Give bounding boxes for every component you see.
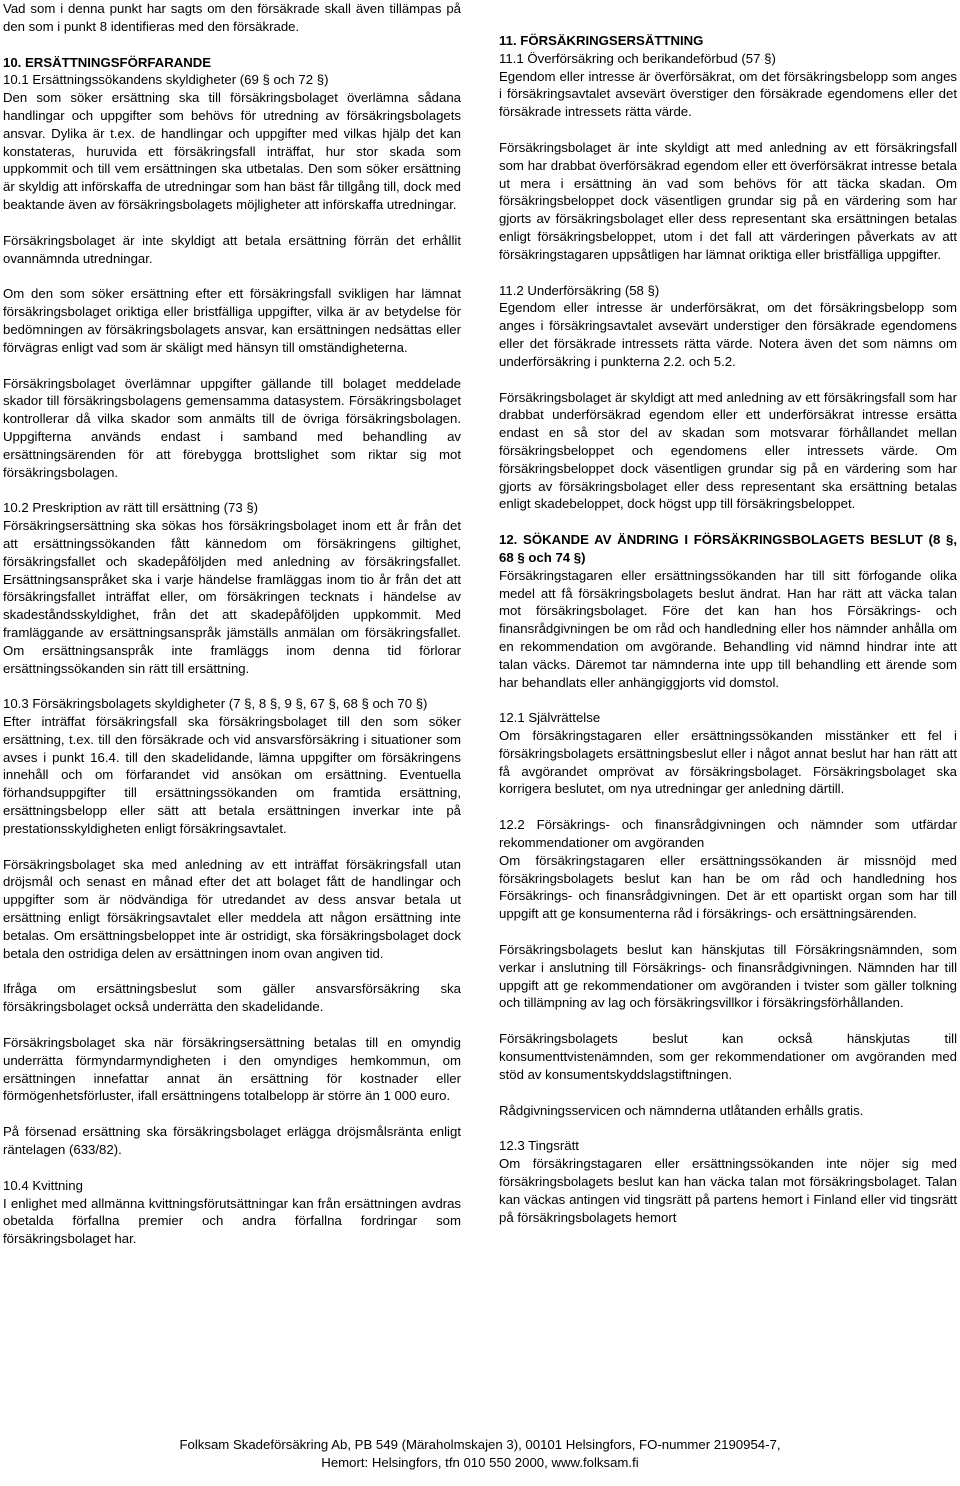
paragraph: Försäkringsbolaget är inte skyldigt att med anledning av ett försäkringsfall som har drabbat överförsäkrad egendom eller ett överförsäkrat intresse betala ut mera i ersättning än vad som behövs för att täcka skadan. Om försäkringsbeloppet dock väsentligen grundar sig på en värdering som har gjorts av försäkringsbolaget eller dess representant ska ersättningen betalas enligt försäkringsbeloppet, utom i det fall att värderingen påverkats av att försäkringstagaren uppsåtligen har lämnat oriktiga eller bristfälliga uppgifter. <box>499 139 957 262</box>
section-heading: 12. SÖKANDE AV ÄNDRING I FÖRSÄKRINGSBOLAGETS BESLUT (8 §, 68 § och 74 §) <box>499 532 957 565</box>
paragraph: Försäkringsbolaget ska med anledning av ett inträffat försäkringsfall utan dröjsmål och senast en månad efter det att bolaget fått de handlingar och uppgifter som är nödvändiga för utredandet av dess ansvar betala ut ersättning enligt försäkringsavtalet eller meddela att någon ersättning inte betalas. Om ersättningsbeloppet inte är ostridigt, ska försäkringsbolaget dock betala den ostridiga delen av ersättningen inom ovan angiven tid. <box>3 856 461 961</box>
subsection-heading: 10.2 Preskription av rätt till ersättning (73 §) <box>3 500 259 516</box>
subsection-heading: 12.1 Självrättelse <box>499 710 601 726</box>
paragraph: Försäkringsbolaget är skyldigt att med anledning av ett försäkringsfall som har drabbat underförsäkrad egendom eller ett underförsäkrat intresse ersätta endast en så stor del av skadan som motsvarar förhållandet mellan försäkringsbeloppet och egendomens eller intressets värde. Om försäkringsbeloppet dock väsentligen grundar sig på en värdering som har gjorts av försäkringsbolaget eller dess representant ska ersättning betalas enligt skadebeloppet, dock högst upp till försäkringsbeloppet. <box>499 389 957 512</box>
paragraph: Om försäkringstagaren eller ersättningssökanden är missnöjd med försäkringsbolagets beslut kan han be om råd och handledning hos Försäkrings- och finansrådgivningen. Det är ett opartiskt organ som har till uppgift att ge konsumenterna råd i försäkrings- och ersättningsärenden. <box>499 852 957 922</box>
paragraph: Vad som i denna punkt har sagts om den försäkrade skall även tillämpas på den som i punkt 8 identifieras med den försäkrade. <box>3 1 461 34</box>
paragraph: Egendom eller intresse är underförsäkrat, om det försäkringsbelopp som anges i försäkringsavtalet avsevärt understiger den försäkrade egendomens eller det försäkrade intressets rätta värde. Notera även det som nämns om underförsäkring i punkterna 2.2. och 5.2. <box>499 300 957 369</box>
section-heading: 10. ERSÄTTNINGSFÖRFARANDE <box>3 54 212 70</box>
paragraph: Försäkringstagaren eller ersättningssökanden har till sitt förfogande olika medel att få försäkringsbolagets beslut ändrat. Han har rätt att väcka talan mot försäkringsbolaget. Före det kan han hos Försäkrings- och finansrådgivningen be om råd och handledning eller hos nämnder anhålla om en rekommendation om avgörande. Behandling vid nämnd hindrar inte att talan väcks. Däremot tar nämnderna inte upp till behandling ett ärende som har behandlats eller anhängiggjorts vid domstol. <box>499 567 957 690</box>
paragraph: Försäkringsbolaget ska när försäkringsersättning betalas till en omyndig underrätta förmyndarmyndigheten i den omyndiges hemkommun, om ersättningen innefattar annat än ersättning för kostnader eller förmögenhetsförluster, ifall ersättningens totalbelopp är större än 1 000 euro. <box>3 1035 461 1104</box>
paragraph: Om försäkringstagaren eller ersättningssökanden misstänker ett fel i försäkringsbolagets ersättningsbeslut eller i något annat beslut har han rätt att få avgörandet omprövat av försäkringsbolaget. Försäkringsbolaget ska korrigera beslutet, om nya utredningar ger anledning därtill. <box>499 728 957 797</box>
paragraph: Den som söker ersättning ska till försäkringsbolaget överlämna sådana handlingar och uppgifter som behövs för utredning av försäkringsbolagets ansvar. Dylika är t.ex. de handlingar och uppgifter med vilkas hjälp det kan konstateras, huruvida ett försäkringsfall inträffat, hur stor skada som uppkommit och till vem ersättningen ska utbetalas. Den som söker ersättning är skyldig att införskaffa de utredningar som han bäst får tillgång till, dock med beaktande även av försäkringsbolagets möjligheter att införskaffa utredningar. <box>3 90 461 212</box>
paragraph: Om försäkringstagaren eller ersättningssökanden inte nöjer sig med försäkringsbolagets beslut kan han väcka talan mot försäkringsbolaget. Talan kan väckas antingen vid tingsrätt på partens hemort i Finland eller vid tingsrätt på försäkringsbolagets hemort <box>499 1156 957 1225</box>
paragraph: På försenad ersättning ska försäkringsbolaget erlägga dröjsmålsränta enligt räntelagen (633/82). <box>3 1124 461 1158</box>
subsection-heading: 10.4 Kvittning <box>3 1177 83 1193</box>
subsection-heading: 10.3 Försäkringsbolagets skyldigheter (7 §, 8 §, 9 §, 67 §, 68 § och 70 §) <box>3 696 428 712</box>
paragraph: Ifråga om ersättningsbeslut som gäller ansvarsförsäkring ska försäkringsbolaget också underrätta den skadelidande. <box>3 981 461 1015</box>
paragraph: Försäkringsbolagets beslut kan också hänskjutas till konsumenttvistenämnden, som ger rekommendationer om avgöranden med stöd av konsumentskyddslagstiftningen. <box>499 1031 957 1082</box>
page-footer <box>0 1436 960 1472</box>
paragraph: Om den som söker ersättning efter ett försäkringsfall svikligen har lämnat försäkringsbolaget oriktiga eller bristfälliga uppgifter, vilka är av betydelse för bedömningen av försäkringsbolagets ansvar, kan ersättningen nedsättas eller förvägras enligt vad som är skäligt med hänsyn till omständigheterna. <box>3 286 461 355</box>
subsection-heading: 12.2 Försäkrings- och finansrådgivningen och nämnder som utfärdar rekommendationer om avgöranden <box>499 817 957 851</box>
paragraph: Försäkringsersättning ska sökas hos försäkringsbolaget inom ett år från det att ersättningssökanden fått kännedom om försäkringens giltighet, försäkringsfallet och skadepåföljden med anledning av försäkringsfallet. Ersättningsanspråket ska i varje händelse framläggas inom tio år från det att försäkringsfallet inträffat eller, om försäkringen tecknats i händelse av skadeståndsskyldighet, från det att skadepåföljden uppkommit. Med framläggande av ersättningsanspråk jämställs anmälan om försäkringsfallet. Om ersättningsanspråk inte framläggs inom denna tid förlorar ersättningssökanden sin rätt till ersättning. <box>3 518 461 676</box>
paragraph: I enlighet med allmänna kvittningsförutsättningar kan från ersättningen avdras obetalda förfallna premier och andra förfallna fordringar som försäkringsbolaget har. <box>3 1195 461 1247</box>
subsection-heading: 12.3 Tingsrätt <box>499 1138 579 1154</box>
left-column <box>3 0 461 1248</box>
subsection-heading: 11.2 Underförsäkring (58 §) <box>499 282 660 298</box>
paragraph: Rådgivningsservicen och nämnderna utlåtanden erhålls gratis. <box>499 1102 864 1118</box>
paragraph: Efter inträffat försäkringsfall ska försäkringsbolaget till den som söker ersättning, t.ex. till den försäkrade och vid ansvarsförsäkring i situationer som avses i punkt 16.4. till den skadelidande, lämna uppgifter om försäkringens innehåll och om förfarandet vid ansökan om ersättning. Eventuella förhandsuppgifter till ersättningssökanden om framtida ersättning, ersättningsbelopp eller sätt att betala ersättningen inverkar inte på prestationsskyldigheten enligt försäkringsavtalet. <box>3 714 461 836</box>
subsection-heading: 10.1 Ersättningssökandens skyldigheter (69 § och 72 §) <box>3 72 329 88</box>
right-column <box>499 0 957 1226</box>
paragraph: Försäkringsbolagets beslut kan hänskjutas till Försäkringsnämnden, som verkar i anslutning till Försäkrings- och finansrådgivningen. Nämnden har till uppgift att ge rekommendationer om avgöranden i tvister som gäller tolkning och tillämpning av lag och försäkringsvillkor i försäkringsförhållanden. <box>499 942 957 1011</box>
paragraph: Försäkringsbolaget överlämnar uppgifter gällande till bolaget meddelade skador till försäkringsbolagens gemensamma datasystem. Försäkringsbolaget kontrollerar då vilka skador som anmälts till de övriga försäkringsbolagen. Uppgifterna används endast i samband med behandling av ersättningsärenden för att förebygga brottslighet som riktar sig mot försäkringsbolagen. <box>3 375 461 480</box>
footer-company-line: Folksam Skadeförsäkring Ab, PB 549 (Märaholmskajen 3), 00101 Helsingfors, FO-nummer 2190954-7, <box>179 1437 781 1452</box>
paragraph: Försäkringsbolaget är inte skyldigt att betala ersättning förrän det erhållit ovannämnda utredningar. <box>3 232 461 266</box>
footer-contact-line: Hemort: Helsingfors, tfn 010 550 2000, www.folksam.fi <box>321 1454 639 1470</box>
section-heading: 11. FÖRSÄKRINGSERSÄTTNING <box>499 33 704 48</box>
paragraph: Egendom eller intresse är överförsäkrat, om det försäkringsbelopp som anges i försäkringsavtalet avsevärt överstiger den försäkrade egendomens eller det försäkrade intressets rätta värde. <box>499 68 957 120</box>
subsection-heading: 11.1 Överförsäkring och berikandeförbud (57 §) <box>499 50 776 66</box>
